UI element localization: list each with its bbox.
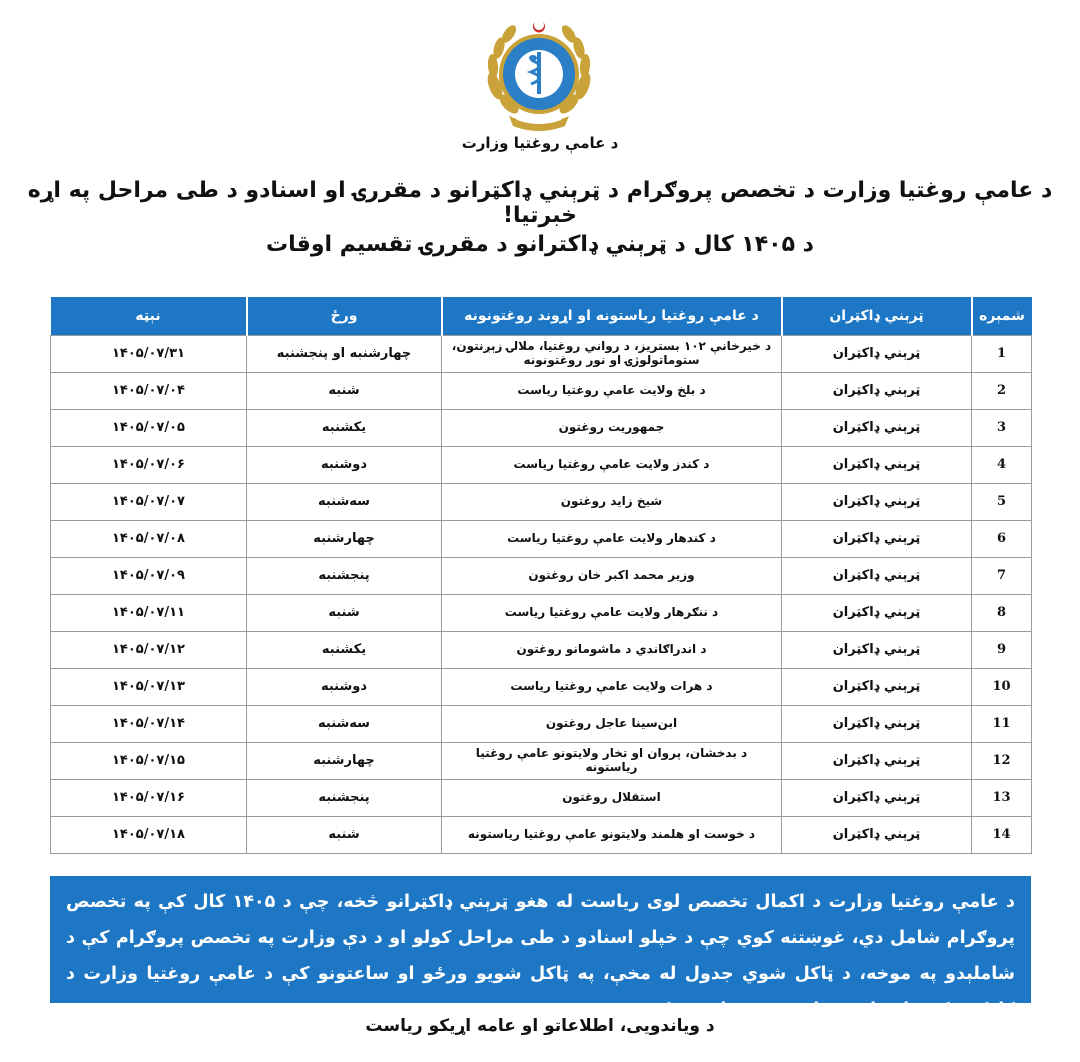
cell-trainee: ټرېني ډاکټران: [782, 595, 972, 632]
table-row: [51, 521, 1032, 558]
cell-date: ۱۴۰۵/۰۷/۱۸: [51, 817, 247, 854]
cell-day: چهارشنبه او پنجشنبه: [247, 336, 442, 373]
cell-day: شنبه: [247, 817, 442, 854]
cell-trainee: ټرېني ډاکټران: [782, 521, 972, 558]
cell-hospital: د کندهار ولایت عامې روغتیا ریاست: [442, 521, 782, 558]
cell-hospital: جمهوریت روغتون: [442, 410, 782, 447]
cell-date: ۱۴۰۵/۰۷/۰۷: [51, 484, 247, 521]
cell-day: چهارشنبه: [247, 743, 442, 780]
cell-trainee: ټرېني ډاکټران: [782, 743, 972, 780]
cell-day: شنبه: [247, 373, 442, 410]
table-header-row: [51, 297, 1032, 336]
cell-trainee: ټرېني ډاکټران: [782, 447, 972, 484]
cell-number: 12: [972, 743, 1032, 780]
table-row: [51, 484, 1032, 521]
column-header-number: شمېره: [972, 297, 1032, 336]
table-row: [51, 780, 1032, 817]
footer-department: د ویاندویی، اطلاعاتو او عامه اړیکو ریاست: [365, 1016, 715, 1036]
column-header-hospital: د عامې روغتیا ریاستونه او اړوند روغتونونه: [442, 297, 782, 336]
cell-hospital: وزیر محمد اکبر خان روغتون: [442, 558, 782, 595]
cell-trainee: ټرېني ډاکټران: [782, 632, 972, 669]
cell-day: دوشنبه: [247, 447, 442, 484]
cell-date: ۱۴۰۵/۰۷/۱۶: [51, 780, 247, 817]
table-row: [51, 817, 1032, 854]
cell-trainee: ټرېني ډاکټران: [782, 373, 972, 410]
cell-number: 7: [972, 558, 1032, 595]
cell-trainee: ټرېني ډاکټران: [782, 484, 972, 521]
cell-hospital: د اندراګاندي د ماشومانو روغتون: [442, 632, 782, 669]
table-row: [51, 558, 1032, 595]
table-row: [51, 743, 1032, 780]
column-header-day: ورځ: [247, 297, 442, 336]
cell-number: 5: [972, 484, 1032, 521]
schedule-table: [50, 297, 1032, 854]
cell-trainee: ټرېني ډاکټران: [782, 669, 972, 706]
table-row: [51, 447, 1032, 484]
cell-hospital: د خیرخانې ۱۰۲ بستریز، د رواني روغتیا، ملالۍ زېږنتون، ستوماتولوژۍ او نور روغتونونه: [442, 336, 782, 373]
cell-day: دوشنبه: [247, 669, 442, 706]
column-header-date: نېټه: [51, 297, 247, 336]
cell-number: 4: [972, 447, 1032, 484]
column-header-trainee: ټرېني ډاکټران: [782, 297, 972, 336]
table-row: [51, 373, 1032, 410]
cell-number: 13: [972, 780, 1032, 817]
cell-date: ۱۴۰۵/۰۷/۰۶: [51, 447, 247, 484]
cell-number: 14: [972, 817, 1032, 854]
cell-date: ۱۴۰۵/۰۷/۱۵: [51, 743, 247, 780]
cell-day: سه‌شنبه: [247, 706, 442, 743]
cell-trainee: ټرېني ډاکټران: [782, 410, 972, 447]
table-row: [51, 595, 1032, 632]
table-row: [51, 410, 1032, 447]
cell-day: یکشنبه: [247, 632, 442, 669]
cell-hospital: ابن‌سینا عاجل روغتون: [442, 706, 782, 743]
cell-day: پنجشنبه: [247, 780, 442, 817]
cell-date: ۱۴۰۵/۰۷/۰۵: [51, 410, 247, 447]
cell-hospital: د بدخشان، پروان او تخار ولایتونو عامې روغتیا ریاستونه: [442, 743, 782, 780]
cell-hospital: د ننګرهار ولایت عامې روغتیا ریاست: [442, 595, 782, 632]
cell-date: ۱۴۰۵/۰۷/۱۲: [51, 632, 247, 669]
cell-date: ۱۴۰۵/۰۷/۱۴: [51, 706, 247, 743]
cell-hospital: شیخ زاید روغتون: [442, 484, 782, 521]
cell-hospital: د هرات ولایت عامې روغتیا ریاست: [442, 669, 782, 706]
cell-trainee: ټرېني ډاکټران: [782, 780, 972, 817]
cell-hospital: د کندز ولایت عامې روغتیا ریاست: [442, 447, 782, 484]
schedule-subtitle: د ۱۴۰۵ کال د ټرېني ډاکترانو د مقررۍ تقسیم اوقات: [266, 232, 814, 257]
table-row: [51, 336, 1032, 373]
ministry-emblem-logo: [479, 16, 599, 134]
cell-trainee: ټرېني ډاکټران: [782, 336, 972, 373]
table-row: [51, 706, 1032, 743]
table-row: [51, 632, 1032, 669]
ministry-name: د عامې روغتیا وزارت: [461, 134, 619, 152]
table-row: [51, 669, 1032, 706]
cell-day: پنجشنبه: [247, 558, 442, 595]
cell-hospital: د خوست او هلمند ولایتونو عامې روغتیا ریاستونه: [442, 817, 782, 854]
cell-number: 8: [972, 595, 1032, 632]
cell-number: 10: [972, 669, 1032, 706]
cell-date: ۱۴۰۵/۰۷/۳۱: [51, 336, 247, 373]
cell-number: 2: [972, 373, 1032, 410]
notice-box: د عامې روغتیا وزارت د اکمال تخصص لوی ریاست له هغو ټرېني ډاکټرانو څخه، چې د ۱۴۰۵ کال کې په تخصص پروګرام شامل دي، غوښتنه کوي چې د خپلو اسنادو د طی مراحل کولو او د دې وزارت په تخصص پروګرام کې د شاملېدو په موخه، د ټاکل شوي جدول له مخې، په ټاکل شویو ورځو او ساعتونو کې د عامې روغتیا وزارت د کارکوونکو چارو لوی ریاست ته مراجعه وکړي.: [50, 876, 1031, 1003]
cell-hospital: د بلخ ولایت عامې روغتیا ریاست: [442, 373, 782, 410]
cell-trainee: ټرېني ډاکټران: [782, 817, 972, 854]
cell-number: 1: [972, 336, 1032, 373]
cell-date: ۱۴۰۵/۰۷/۱۳: [51, 669, 247, 706]
cell-number: 11: [972, 706, 1032, 743]
cell-day: سه‌شنبه: [247, 484, 442, 521]
cell-number: 6: [972, 521, 1032, 558]
cell-day: شنبه: [247, 595, 442, 632]
cell-trainee: ټرېني ډاکټران: [782, 706, 972, 743]
table-body: [51, 336, 1032, 854]
cell-number: 3: [972, 410, 1032, 447]
cell-day: یکشنبه: [247, 410, 442, 447]
cell-day: چهارشنبه: [247, 521, 442, 558]
cell-date: ۱۴۰۵/۰۷/۰۹: [51, 558, 247, 595]
cell-hospital: استقلال روغتون: [442, 780, 782, 817]
cell-trainee: ټرېني ډاکټران: [782, 558, 972, 595]
cell-date: ۱۴۰۵/۰۷/۰۸: [51, 521, 247, 558]
cell-number: 9: [972, 632, 1032, 669]
cell-date: ۱۴۰۵/۰۷/۱۱: [51, 595, 247, 632]
announcement-title: د عامې روغتيا وزارت د تخصص پروګرام د ټرېني ډاکټرانو د مقررۍ او اسنادو د طی مراحل په اړه خبرتيا!: [27, 178, 1053, 228]
cell-date: ۱۴۰۵/۰۷/۰۴: [51, 373, 247, 410]
